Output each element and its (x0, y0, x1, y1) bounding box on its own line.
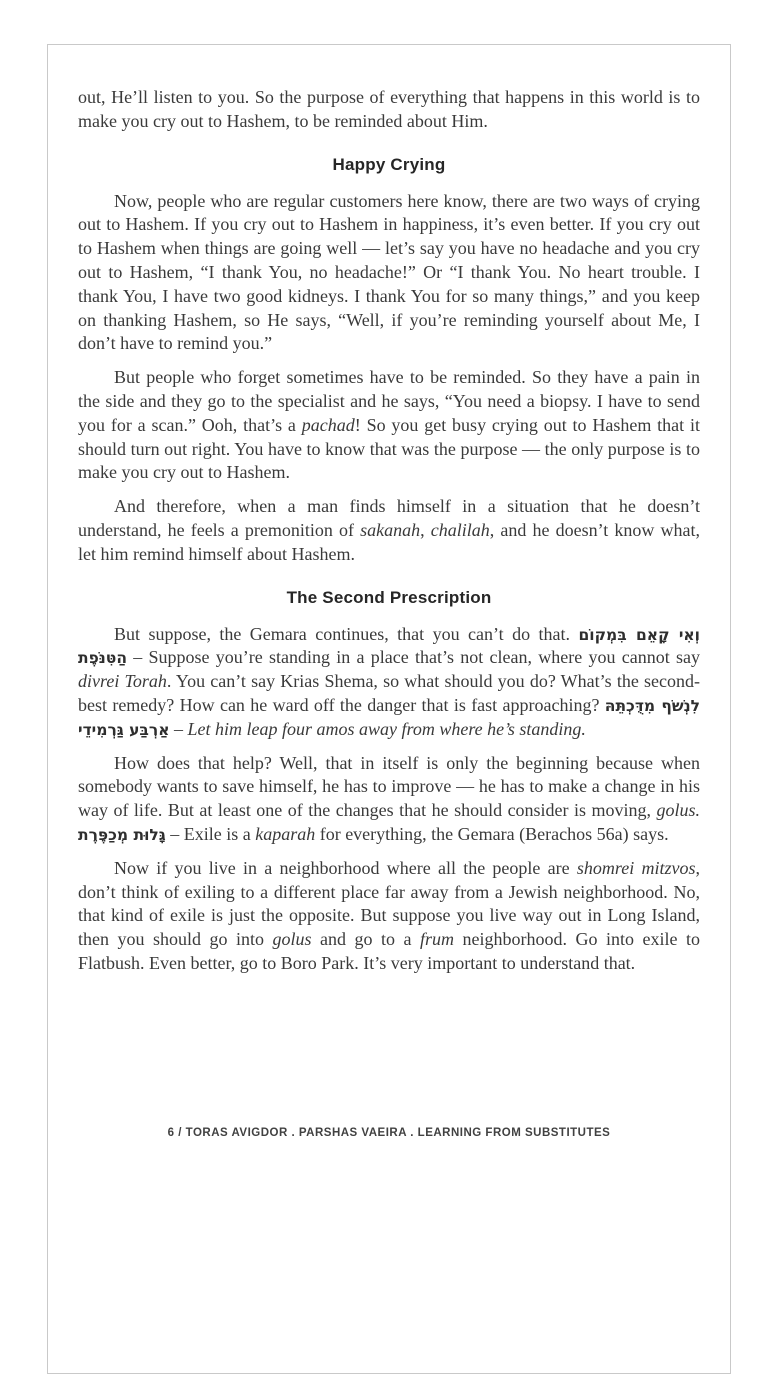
body-paragraph (78, 190, 700, 357)
body-paragraph (78, 857, 700, 976)
text-run: – Exile is a (165, 823, 256, 844)
body-paragraph (78, 752, 700, 847)
text-run: Now if you live in a neighborhood where all the people are (114, 857, 577, 878)
hebrew-phrase: וְאִי קָאֵם בִּמְקוֹם הַטִּנֹּפֶת (78, 625, 700, 668)
page-footer: 6 / TORAS AVIGDOR . PARSHAS VAEIRA . LEARNING FROM SUBSTITUTES (167, 1127, 611, 1139)
transliterated-term: divrei Torah (78, 671, 167, 692)
text-run: How does that help? Well, that in itself is only the beginning because when somebody wants to save himself, he has to improve — he has to make a change in his way of life. But at least one of the changes that he should consider is moving, (78, 752, 700, 821)
text-run: for everything, the Gemara (Berachos 56a) says. (315, 823, 669, 844)
page-content (48, 45, 730, 976)
hebrew-phrase: לִנְשֹׁף מִדֻּכְתֵּהּ אַרְבַּע גַּרְמִידֵי (78, 696, 700, 739)
transliterated-term: Let him leap four amos away from where he’s standing. (187, 718, 586, 739)
transliterated-term: frum (420, 929, 455, 950)
transliterated-term: sakanah (360, 519, 421, 540)
text-run: , and he doesn’t know what, let him remind himself about Hashem. (78, 519, 700, 564)
body-paragraph (78, 623, 700, 742)
text-run: neighborhood. Go into exile to Flatbush. Even better, go to Boro Park. It’s very important to understand that. (78, 929, 701, 973)
transliterated-term: chalilah (430, 519, 490, 540)
text-run: . You can’t say Krias Shema, so what should you do? What’s the second-best remedy? How can he ward off the danger that is fast approaching? (78, 671, 700, 715)
text-run: , (420, 519, 431, 540)
hebrew-phrase: גָּלוּת מְכַפֶּרֶת (78, 825, 166, 844)
transliterated-term: pachad (301, 414, 355, 435)
body-paragraph (78, 86, 700, 134)
text-run: Now, people who are regular customers here know, there are two ways of crying out to Hashem. If you cry out to Hashem in happiness, it’s even better. If you cry out to Hashem when things are going well — let’s say you have no headache and you cry out to Hashem, “I thank You, no headache!” Or “I thank You. No heart trouble. I thank You, I have two good kidneys. I thank You for so many things,” and you keep on thanking Hashem, so He says, “Well, if you’re reminding yourself about Me, I don’t have to remind you.” (78, 190, 700, 354)
text-run: , don’t think of exiling to a different place far away from a Jewish neighborhood. No, that kind of exile is just the opposite. But suppose you live way out in Long Island, then you should go into (78, 857, 700, 950)
document-page (47, 44, 731, 1374)
text-run: and go to a (311, 929, 421, 950)
text-run: out, He’ll listen to you. So the purpose of everything that happens in this world is to make you cry out to Hashem, to be reminded about Him. (78, 87, 700, 131)
body-paragraph (78, 495, 700, 566)
text-run: – (169, 718, 188, 739)
text-run: ! So you get busy crying out to Hashem that it should turn out right. You have to know that was the purpose — the only purpose is to make you cry out to Hashem. (78, 414, 701, 483)
text-run: – Suppose you’re standing in a place that’s not clean, where you cannot say (126, 647, 700, 668)
text-run: And therefore, when a man finds himself in a situation that he doesn’t understand, he feels a premonition of (78, 496, 700, 540)
section-heading: The Second Prescription (286, 587, 492, 607)
section-heading: Happy Crying (332, 154, 446, 174)
body-paragraph (78, 366, 700, 485)
transliterated-term: kaparah (255, 823, 316, 844)
transliterated-term: shomrei mitzvos (576, 857, 696, 878)
transliterated-term: golus. (656, 800, 700, 821)
transliterated-term: golus (272, 929, 312, 950)
text-run: But people who forget sometimes have to be reminded. So they have a pain in the side and they go to the specialist and he says, “You need a biopsy. I have to send you for a scan.” Ooh, that’s a (78, 367, 700, 435)
text-run: But suppose, the Gemara continues, that you can’t do that. (114, 623, 579, 644)
